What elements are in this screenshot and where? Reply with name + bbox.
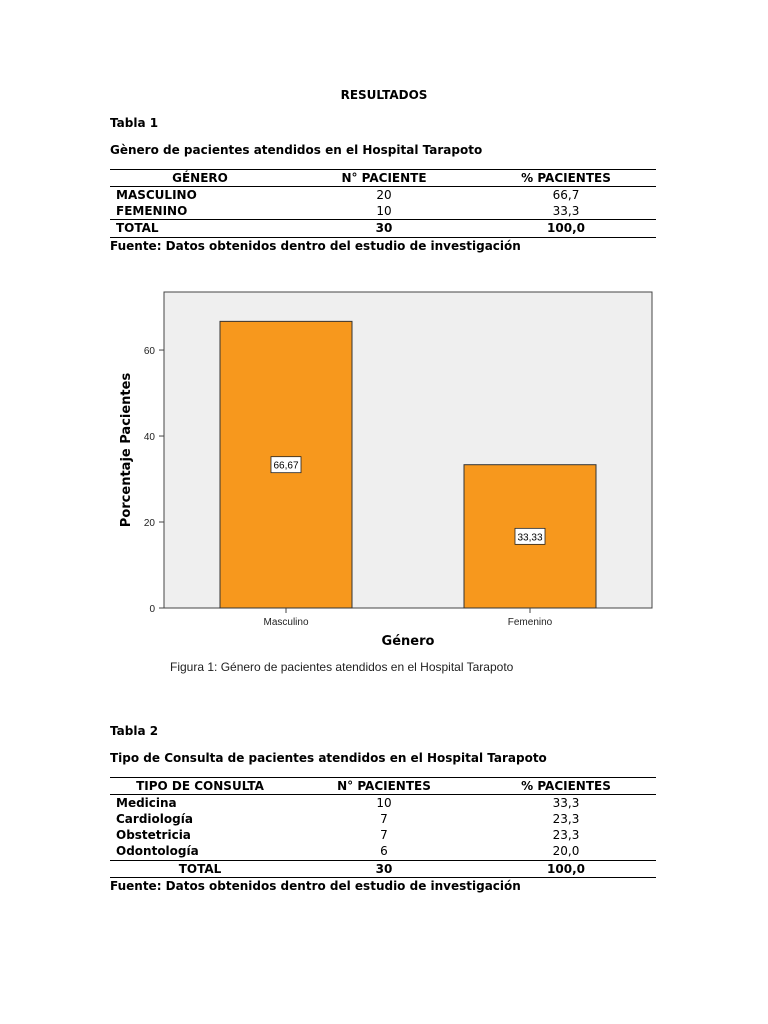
table1-row-pct: 66,7 — [552, 188, 580, 202]
table2-header-tipo: TIPO DE CONSULTA — [136, 779, 264, 793]
table1-total-pct: 100,0 — [547, 221, 585, 235]
table1-total-count: 30 — [375, 221, 393, 235]
table2-row-label: Medicina — [116, 796, 177, 810]
table2-row-label: Obstetricia — [116, 828, 191, 842]
table1-title: Gènero de pacientes atendidos en el Hospital Tarapoto — [110, 143, 483, 157]
y-tick-label: 20 — [143, 518, 155, 530]
y-axis-label: Porcentaje Pacientes — [119, 372, 134, 528]
data-label: 66,67 — [273, 460, 299, 472]
table2-row-label: Cardiología — [116, 812, 193, 826]
table2-row-pct: 23,3 — [552, 828, 580, 842]
table1-label: Tabla 1 — [110, 116, 159, 130]
table2-source: Fuente: Datos obtenidos dentro del estudio de investigación — [110, 879, 521, 893]
data-label: 33,33 — [517, 532, 543, 544]
table2-title: Tipo de Consulta de pacientes atendidos en el Hospital Tarapoto — [110, 751, 547, 765]
table1-total-label: TOTAL — [116, 221, 159, 235]
table1-row-count: 20 — [376, 188, 392, 202]
y-tick-label: 40 — [143, 432, 155, 444]
table1-bottom-rule — [110, 237, 656, 238]
table1-header-pct: % PACIENTES — [521, 171, 611, 185]
table2-row-label: Odontología — [116, 844, 199, 858]
table2-row-pct: 33,3 — [552, 796, 580, 810]
y-tick-label: 0 — [149, 604, 155, 615]
page-heading: RESULTADOS — [340, 88, 428, 102]
table1-header-n: N° PACIENTE — [341, 171, 427, 185]
table2-row-pct: 20,0 — [552, 844, 580, 858]
x-axis-label: Género — [381, 634, 435, 649]
x-tick-label: Masculino — [263, 617, 309, 628]
table2-label: Tabla 2 — [110, 724, 159, 738]
y-tick-label: 60 — [143, 346, 155, 358]
table1-row-count: 10 — [376, 204, 392, 218]
table2-bottom-rule — [110, 877, 656, 878]
table2-total-pct: 100,0 — [547, 862, 585, 876]
table2-row-count: 7 — [380, 812, 388, 826]
x-tick-label: Femenino — [507, 617, 553, 628]
table1-row-label: FEMENINO — [116, 204, 188, 218]
table1-row-pct: 33,3 — [552, 204, 580, 218]
table2-header-pct: % PACIENTES — [521, 779, 611, 793]
table2-row-count: 6 — [380, 844, 388, 858]
figure1-bar-chart — [110, 280, 670, 680]
table2-row-count: 10 — [376, 796, 392, 810]
table2-total-count: 30 — [375, 862, 393, 876]
table1-source: Fuente: Datos obtenidos dentro del estudio de investigación — [110, 239, 521, 253]
table1-header-genero: GÉNERO — [172, 171, 228, 185]
table1-row-label: MASCULINO — [116, 188, 197, 202]
table2-header-n: N° PACIENTES — [337, 779, 431, 793]
table2-row-pct: 23,3 — [552, 812, 580, 826]
figure1-caption: Figura 1: Género de pacientes atendidos en el Hospital Tarapoto — [170, 660, 514, 674]
table2-total-label: TOTAL — [178, 862, 222, 876]
table2-row-count: 7 — [380, 828, 388, 842]
